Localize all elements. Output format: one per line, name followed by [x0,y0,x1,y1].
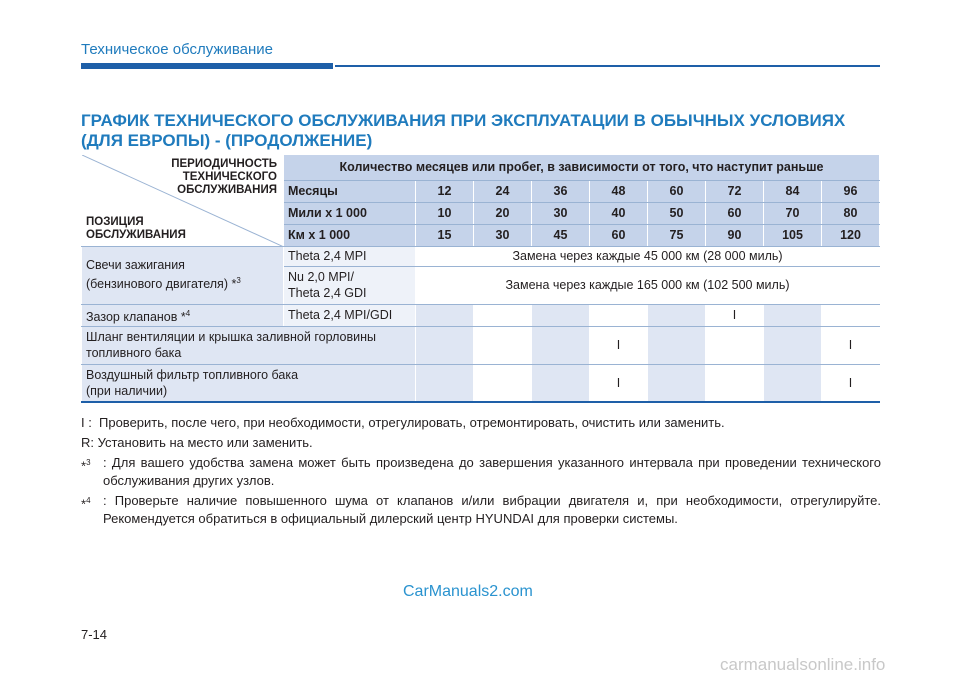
watermark-link[interactable]: CarManuals2.com [403,583,533,600]
replacement-note: Замена через каждые 165 000 км (102 500 миль) [416,266,880,304]
months-cell: 84 [764,180,822,202]
corner-top-label: ПЕРИОДИЧНОСТЬ ТЕХНИЧЕСКОГО ОБСЛУЖИВАНИЯ [171,158,277,196]
note-inspect: I : Проверить, после чего, при необходимости, отрегулировать, отремонтировать, очистить или заменить. [81,415,725,430]
miles-cell: 80 [822,202,880,224]
interval-cell [474,364,532,402]
interval-header: Количество месяцев или пробег, в зависимости от того, что наступит раньше [284,155,880,180]
interval-cell [822,304,880,326]
interval-cell [648,364,706,402]
interval-cell [416,304,474,326]
section-title: Техническое обслуживание [81,41,273,58]
note-4: *$^4$ : Проверьте наличие повышенного шума от клапанов и/или вибрации двигателя и, при необходимости, отрегулируйте. Рекомендуется обратиться в официальный дилерский центр HYUNDAI для проверки системы. [81,493,881,526]
vent-hose-row [82,326,880,364]
km-cell: 30 [474,224,532,246]
spark-plug-row-1 [82,246,880,266]
maintenance-table [81,155,880,403]
interval-cell [474,326,532,364]
months-cell: 24 [474,180,532,202]
corner-bottom-label: ПОЗИЦИЯ ОБСЛУЖИВАНИЯ [86,215,186,241]
engine-name: Nu 2,0 MPI/ Theta 2,4 GDI [284,266,416,304]
interval-cell [706,326,764,364]
months-cell: 12 [416,180,474,202]
footnotes [81,414,881,530]
inspect-mark: I [822,326,880,364]
header-rule [81,63,333,69]
miles-cell: 60 [706,202,764,224]
km-cell: 45 [532,224,590,246]
fuel-filter-row [82,364,880,402]
corner-header [82,155,284,246]
months-cell: 96 [822,180,880,202]
inspect-mark: I [590,326,648,364]
inspect-mark: I [706,304,764,326]
months-cell: 60 [648,180,706,202]
interval-cell [706,364,764,402]
page-number: 7-14 [81,627,108,642]
valve-clearance-row [82,304,880,326]
months-cell: 36 [532,180,590,202]
inspect-mark: I [590,364,648,402]
months-cell: 48 [590,180,648,202]
spark-plug-label: Свечи зажигания (бензинового двигателя) *$^3$ [82,246,284,304]
interval-cell [590,304,648,326]
interval-cell [532,326,590,364]
km-cell: 90 [706,224,764,246]
km-cell: 60 [590,224,648,246]
note-3: *$^3$ : Для вашего удобства замена может быть произведена до завершения указанного интервала при проведении технического обслуживания других узлов. [81,455,881,488]
km-cell: 75 [648,224,706,246]
km-cell: 120 [822,224,880,246]
interval-cell [764,364,822,402]
months-label: Месяцы [284,180,416,202]
km-cell: 105 [764,224,822,246]
vent-hose-label: Шланг вентиляции и крышка заливной горловины топливного бака [82,326,416,364]
interval-cell [532,304,590,326]
interval-cell [474,304,532,326]
interval-cell [416,364,474,402]
interval-cell [416,326,474,364]
interval-cell [648,304,706,326]
inspect-mark: I [822,364,880,402]
months-cell: 72 [706,180,764,202]
miles-cell: 50 [648,202,706,224]
km-cell: 15 [416,224,474,246]
interval-cell [648,326,706,364]
km-label: Км x 1 000 [284,224,416,246]
interval-cell [764,326,822,364]
replacement-note: Замена через каждые 45 000 км (28 000 миль) [416,246,880,266]
engine-name: Theta 2,4 MPI [284,246,416,266]
miles-cell: 20 [474,202,532,224]
miles-cell: 40 [590,202,648,224]
interval-cell [764,304,822,326]
page-title [81,111,871,151]
fuel-filter-label: Воздушный фильтр топливного бака (при наличии) [82,364,416,402]
interval-cell [532,364,590,402]
header-rule-thin [335,65,880,67]
title-line-1: ГРАФИК ТЕХНИЧЕСКОГО ОБСЛУЖИВАНИЯ ПРИ ЭКСПЛУАТАЦИИ В ОБЫЧНЫХ УСЛОВИЯХ [81,111,846,130]
footer-watermark: carmanualsonline.info [720,655,886,674]
note-replace: R: Установить на место или заменить. [81,435,313,450]
miles-cell: 10 [416,202,474,224]
valve-clearance-label: Зазор клапанов *$^4$ [82,304,284,326]
miles-cell: 70 [764,202,822,224]
miles-cell: 30 [532,202,590,224]
miles-label: Мили x 1 000 [284,202,416,224]
engine-name: Theta 2,4 MPI/GDI [284,304,416,326]
title-line-2: (ДЛЯ ЕВРОПЫ) - (ПРОДОЛЖЕНИЕ) [81,131,373,150]
